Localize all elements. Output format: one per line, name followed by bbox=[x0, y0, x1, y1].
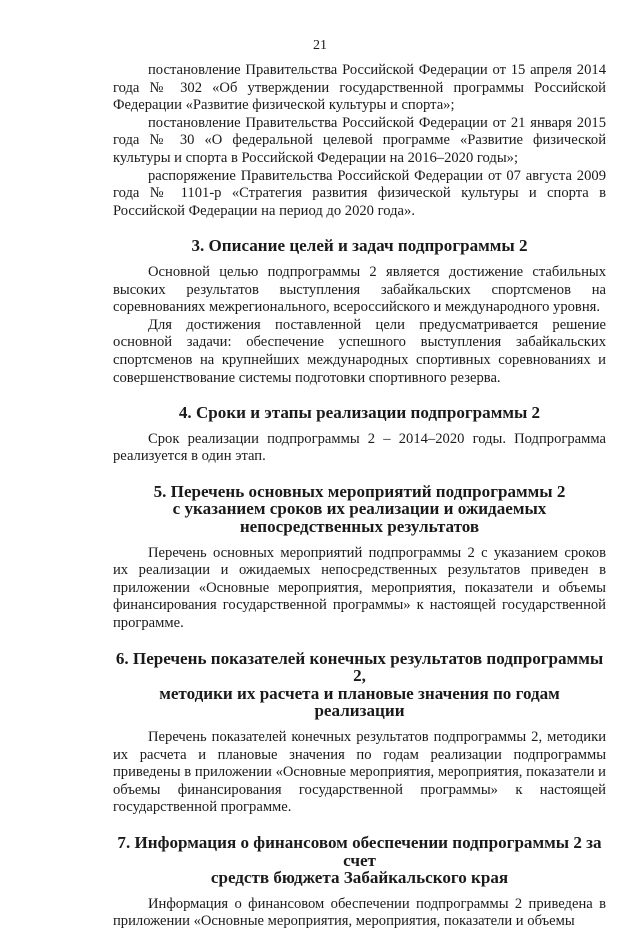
spacer bbox=[113, 720, 606, 729]
section-heading-6 bbox=[113, 650, 606, 720]
section-paragraph: Для достижения поставленной цели предусматривается решение основной задачи: обеспечение успешного выступления забайкальских спортсменов на крупнейших международных спортивных соревнованиях и совершенствование системы подготовки спортивного резерва. bbox=[113, 316, 606, 386]
heading-line: непосредственных результатов bbox=[239, 517, 480, 537]
spacer bbox=[113, 387, 606, 404]
heading-line: 6. Перечень показателей конечных результатов подпрограммы 2, bbox=[115, 648, 604, 686]
section-paragraph: Срок реализации подпрограммы 2 – 2014–2020 годы. Подпрограмма реализуется в один этап. bbox=[113, 430, 606, 465]
section-heading-5 bbox=[113, 483, 606, 536]
section-paragraph: Перечень основных мероприятий подпрограммы 2 с указанием сроков их реализации и ожидаемых непосредственных результатов приведен в приложении «Основные мероприятия, мероприятия, показатели и объемы финансирования государственной программы» к настоящей государственной программе. bbox=[113, 544, 606, 632]
section-heading-4 bbox=[113, 404, 606, 422]
heading-line: 3. Описание целей и задач подпрограммы 2 bbox=[191, 236, 528, 256]
spacer bbox=[113, 536, 606, 545]
spacer bbox=[113, 817, 606, 834]
heading-line: 5. Перечень основных мероприятий подпрограммы 2 bbox=[153, 481, 566, 501]
intro-paragraph: постановление Правительства Российской Федерации от 15 апреля 2014 года № 302 «Об утверждении государственной программы Российской Федерации «Развитие физической культуры и спорта»; bbox=[113, 62, 606, 114]
intro-paragraph: постановление Правительства Российской Федерации от 21 января 2015 года № 30 «О федеральной целевой программе «Развитие физической культуры и спорта в Российской Федерации на 2016–2020 годы»; bbox=[113, 114, 606, 166]
spacer bbox=[113, 422, 606, 431]
spacer bbox=[113, 466, 606, 483]
section-paragraph: Перечень показателей конечных результатов подпрограммы 2, методики их расчета и плановые значения по годам реализации подпрограммы приведены в приложении «Основные мероприятия, мероприятия, показатели и объемы финансирования государственной программы» к настоящей государственной программе. bbox=[113, 729, 606, 816]
heading-line: 4. Сроки и этапы реализации подпрограммы 2 bbox=[178, 403, 541, 423]
heading-line: методики их расчета и плановые значения по годам реализации bbox=[159, 683, 560, 721]
spacer bbox=[113, 220, 606, 237]
spacer bbox=[113, 887, 606, 896]
section-heading-3 bbox=[113, 237, 606, 255]
spacer bbox=[113, 633, 606, 650]
section-paragraph: Информация о финансовом обеспечении подпрограммы 2 приведена в приложении «Основные мероприятия, мероприятия, показатели и объемы bbox=[113, 895, 606, 930]
document-body bbox=[113, 62, 606, 931]
section-paragraph: Основной целью подпрограммы 2 является достижение стабильных высоких результатов выступления забайкальских спортсменов на соревнованиях межрегионального, всероссийского и международного уровня. bbox=[113, 263, 606, 316]
section-heading-7 bbox=[113, 834, 606, 887]
intro-paragraph: распоряжение Правительства Российской Федерации от 07 августа 2009 года № 1101-р «Стратегия развития физической культуры и спорта в Российской Федерации на период до 2020 года». bbox=[113, 167, 606, 219]
heading-line: средств бюджета Забайкальского края bbox=[210, 868, 509, 888]
heading-line: с указанием сроков их реализации и ожидаемых bbox=[172, 499, 547, 519]
page-number: 21 bbox=[313, 38, 327, 53]
spacer bbox=[113, 255, 606, 264]
heading-line: 7. Информация о финансовом обеспечении подпрограммы 2 за счет bbox=[117, 832, 602, 870]
